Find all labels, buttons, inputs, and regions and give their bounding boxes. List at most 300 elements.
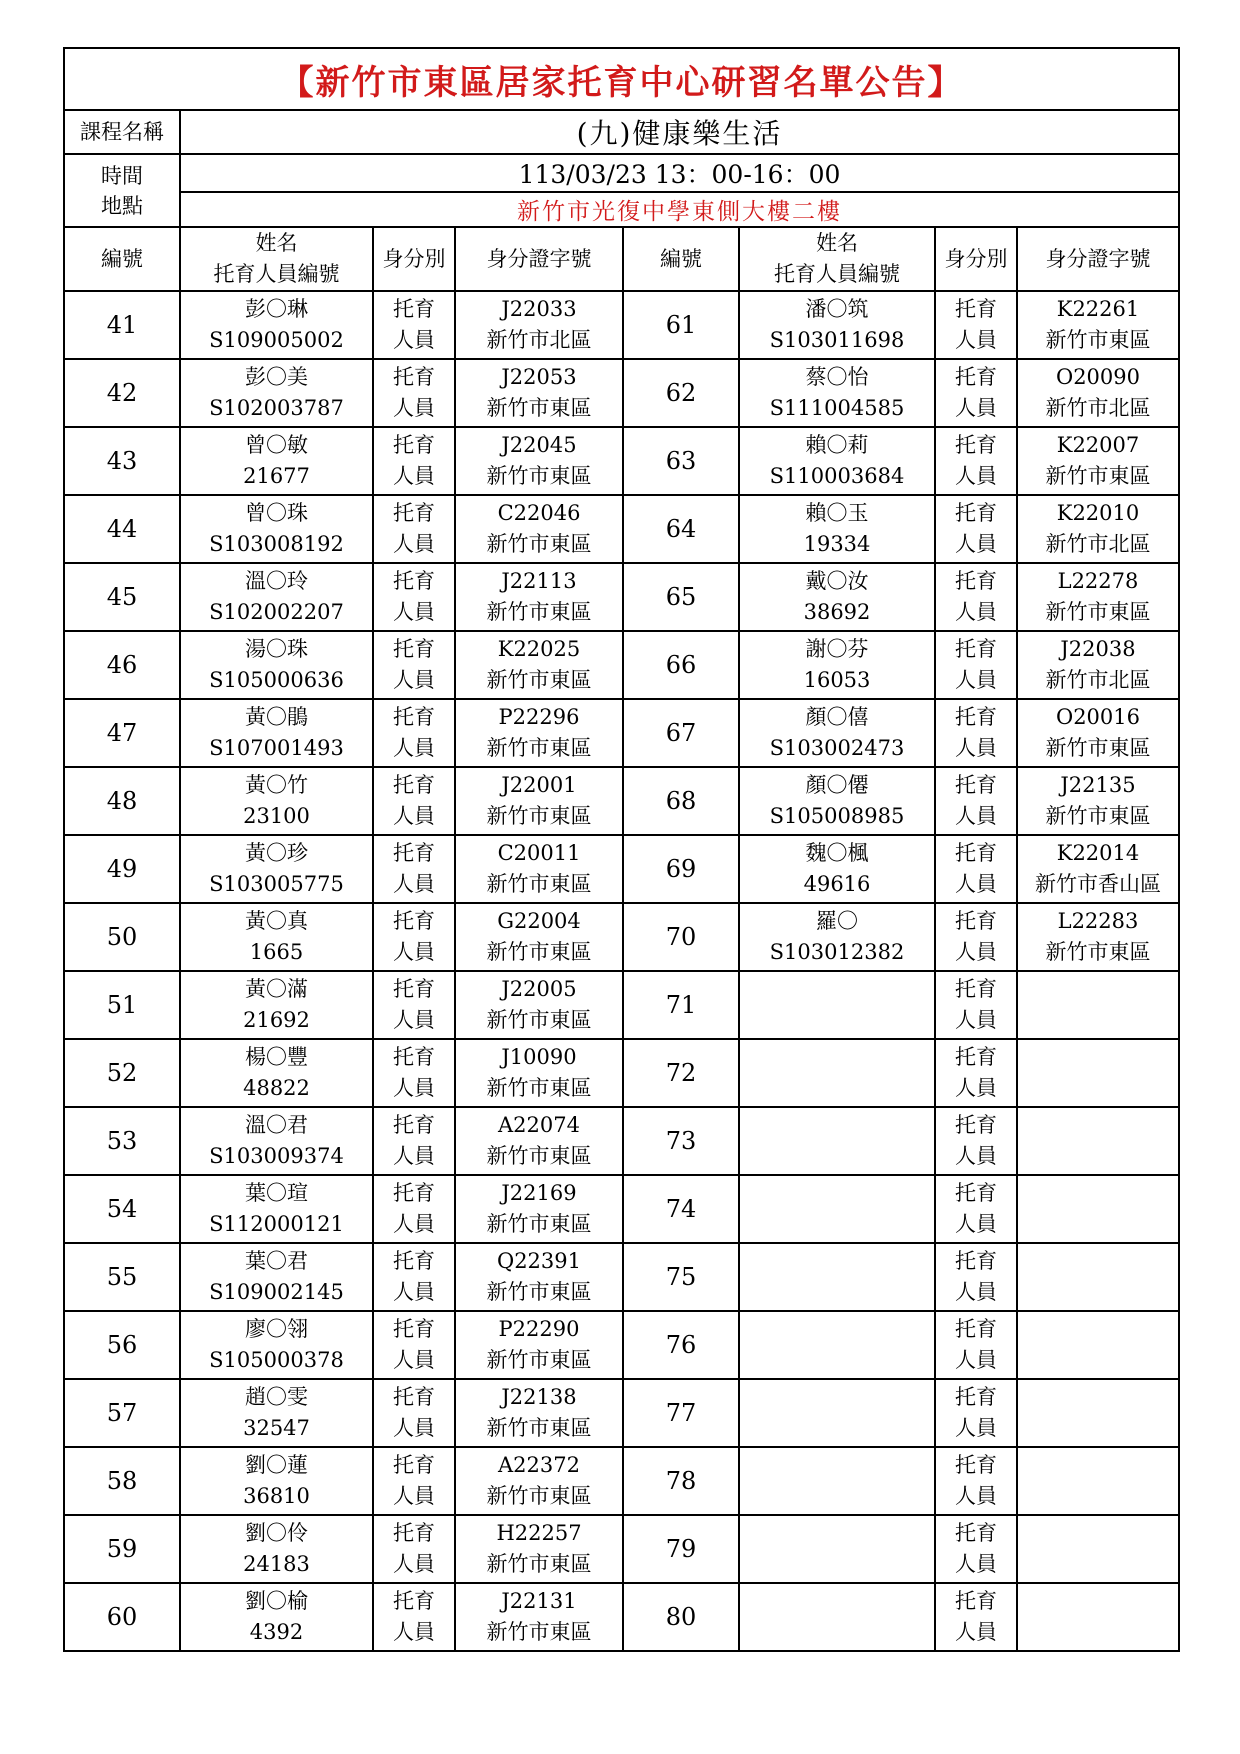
entry-name-code [180, 1175, 373, 1243]
entry-number: 45 [64, 563, 180, 631]
entry-name-code [739, 359, 935, 427]
entry-id-area [1017, 291, 1179, 359]
entry-id-area [1017, 1379, 1179, 1447]
entry-number: 49 [64, 835, 180, 903]
entry-id-area-line2: 新竹市東區 [486, 668, 592, 692]
entry-name-code-line1: 湯〇珠 [245, 637, 308, 661]
course-label: 課程名稱 [64, 110, 180, 154]
entry-identity-line2: 人員 [393, 396, 435, 420]
entry-name-code [739, 1107, 935, 1175]
entry-identity [935, 1311, 1017, 1379]
entry-identity-line2: 人員 [393, 1484, 435, 1508]
entry-number: 53 [64, 1107, 180, 1175]
entry-identity-line2: 人員 [955, 328, 997, 352]
entry-id-area-line1: J22113 [501, 569, 577, 593]
entry-name-code-line1: 廖〇翎 [245, 1317, 308, 1341]
entry-identity [373, 1107, 455, 1175]
entry-number: 73 [623, 1107, 739, 1175]
entry-number: 74 [623, 1175, 739, 1243]
entry-number: 66 [623, 631, 739, 699]
entry-id-area [1017, 699, 1179, 767]
header-name [180, 227, 373, 291]
entry-number: 80 [623, 1583, 739, 1651]
table-row [64, 699, 1179, 767]
entry-name-code-line2: S103008192 [209, 532, 344, 556]
entry-number: 78 [623, 1447, 739, 1515]
entry-identity-line1: 托育 [393, 1045, 435, 1069]
header-no: 編號 [623, 227, 739, 291]
entry-id-area-line2: 新竹市北區 [1045, 668, 1151, 692]
entry-id-area [1017, 835, 1179, 903]
entry-id-area-line2: 新竹市東區 [1045, 940, 1151, 964]
table-row [64, 563, 1179, 631]
entry-identity-line1: 托育 [393, 841, 435, 865]
entry-id-area-line1: J22005 [501, 977, 577, 1001]
entry-name-code-line2: S103012382 [769, 940, 905, 964]
entry-number: 50 [64, 903, 180, 971]
entry-name-code-line2: 16053 [803, 668, 871, 692]
entry-id-area [1017, 359, 1179, 427]
entry-number: 54 [64, 1175, 180, 1243]
entry-name-code-line2: S109005002 [209, 328, 344, 352]
entry-identity-line1: 托育 [393, 1181, 435, 1205]
entry-number: 69 [623, 835, 739, 903]
entry-number: 44 [64, 495, 180, 563]
entry-name-code-line2: 48822 [243, 1076, 310, 1100]
entry-identity-line1: 托育 [955, 1453, 997, 1477]
entry-identity-line1: 托育 [393, 1317, 435, 1341]
entry-identity [373, 291, 455, 359]
entry-identity-line2: 人員 [955, 1348, 997, 1372]
entry-id-area [455, 971, 623, 1039]
entry-number: 62 [623, 359, 739, 427]
entry-name-code [739, 1175, 935, 1243]
time-label: 時間 [101, 163, 143, 188]
entry-identity [935, 1243, 1017, 1311]
entry-id-area [455, 903, 623, 971]
table-row [64, 1447, 1179, 1515]
entry-id-area-line2: 新竹市東區 [486, 1144, 592, 1168]
entry-identity-line2: 人員 [955, 600, 997, 624]
entry-number: 76 [623, 1311, 739, 1379]
entry-identity [373, 563, 455, 631]
table-row [64, 767, 1179, 835]
entry-name-code-line1: 顏〇僖 [805, 705, 869, 729]
entry-name-code-line1: 劉〇榆 [245, 1589, 308, 1613]
entry-id-area-line2: 新竹市東區 [486, 1416, 592, 1440]
entry-identity [935, 971, 1017, 1039]
entry-name-code-line1: 曾〇敏 [245, 433, 308, 457]
entry-id-area [455, 835, 623, 903]
entry-identity-line1: 托育 [955, 433, 997, 457]
entry-identity-line1: 托育 [955, 977, 997, 1001]
entry-identity-line1: 托育 [393, 1453, 435, 1477]
entry-id-area-line1: J22131 [501, 1589, 577, 1613]
entry-identity-line2: 人員 [955, 396, 997, 420]
entry-name-code-line1: 彭〇美 [245, 365, 308, 389]
entry-number: 57 [64, 1379, 180, 1447]
entry-name-code-line1: 葉〇瑄 [245, 1181, 308, 1205]
entry-name-code-line1: 黃〇真 [245, 909, 308, 933]
table-row [64, 1311, 1179, 1379]
entry-identity-line1: 托育 [393, 773, 435, 797]
entry-identity [935, 427, 1017, 495]
entry-identity-line2: 人員 [955, 1484, 997, 1508]
entry-identity [935, 699, 1017, 767]
entry-number: 75 [623, 1243, 739, 1311]
entry-name-code-line2: 38692 [803, 600, 871, 624]
entry-number: 41 [64, 291, 180, 359]
table-row [64, 495, 1179, 563]
table-row [64, 1039, 1179, 1107]
entry-identity [373, 1515, 455, 1583]
entry-name-code-line2: S111004585 [769, 396, 905, 420]
entry-id-area-line1: A22074 [498, 1113, 580, 1137]
entry-identity [373, 1175, 455, 1243]
entry-id-area-line2: 新竹市北區 [486, 328, 592, 352]
entry-id-area [1017, 971, 1179, 1039]
table-row [64, 1515, 1179, 1583]
entry-identity-line2: 人員 [393, 328, 435, 352]
entry-id-area-line2: 新竹市東區 [486, 1280, 592, 1304]
entry-identity-line1: 托育 [955, 705, 997, 729]
entry-identity [373, 835, 455, 903]
header-identity: 身分別 [373, 227, 455, 291]
entry-name-code-line1: 羅〇 [816, 909, 858, 933]
entry-identity [373, 1243, 455, 1311]
header-name-line2: 托育人員編號 [774, 262, 900, 286]
entry-identity-line1: 托育 [955, 569, 997, 593]
entry-name-code [180, 495, 373, 563]
entry-name-code [180, 1107, 373, 1175]
entry-identity [373, 359, 455, 427]
table-row [64, 1243, 1179, 1311]
table-row [64, 971, 1179, 1039]
entry-name-code-line2: S105000378 [209, 1348, 344, 1372]
entry-number: 64 [623, 495, 739, 563]
entry-identity [935, 1447, 1017, 1515]
entry-id-area-line1: K22025 [497, 637, 581, 661]
entry-id-area [455, 1107, 623, 1175]
entry-name-code-line2: 1665 [249, 940, 304, 964]
entry-identity [373, 1447, 455, 1515]
entry-id-area [455, 1243, 623, 1311]
entry-identity-line2: 人員 [393, 600, 435, 624]
entry-identity-line2: 人員 [393, 1416, 435, 1440]
entry-id-area-line1: A22372 [498, 1453, 580, 1477]
entry-id-area [455, 563, 623, 631]
entry-id-area-line2: 新竹市東區 [1045, 328, 1151, 352]
entry-identity-line1: 托育 [393, 1113, 435, 1137]
entry-name-code-line2: S112000121 [209, 1212, 344, 1236]
entry-name-code [739, 291, 935, 359]
entry-id-area-line2: 新竹市東區 [1045, 464, 1151, 488]
entry-id-area-line2: 新竹市東區 [486, 464, 592, 488]
entry-number: 77 [623, 1379, 739, 1447]
entry-id-area-line1: H22257 [496, 1521, 582, 1545]
entry-name-code [739, 971, 935, 1039]
entry-name-code [180, 1311, 373, 1379]
entry-name-code [739, 1515, 935, 1583]
entry-name-code-line2: 19334 [803, 532, 871, 556]
entry-name-code-line2: S103005775 [209, 872, 344, 896]
entry-id-area-line1: J22001 [501, 773, 577, 797]
entry-identity-line2: 人員 [393, 1280, 435, 1304]
entry-identity [935, 1379, 1017, 1447]
entry-name-code [739, 1583, 935, 1651]
table-row [64, 1175, 1179, 1243]
entry-name-code-line1: 蔡〇怡 [805, 365, 869, 389]
entry-number: 72 [623, 1039, 739, 1107]
entry-identity-line1: 托育 [955, 1045, 997, 1069]
entry-number: 43 [64, 427, 180, 495]
entry-identity-line2: 人員 [393, 736, 435, 760]
entry-name-code [739, 835, 935, 903]
entry-id-area [455, 359, 623, 427]
entry-identity-line1: 托育 [393, 1521, 435, 1545]
entry-name-code-line2: 49616 [803, 872, 871, 896]
entry-id-area-line2: 新竹市東區 [1045, 736, 1151, 760]
page-title: 【新竹市東區居家托育中心研習名單公告】 [64, 48, 1179, 110]
entry-name-code-line1: 楊〇豐 [245, 1045, 308, 1069]
entry-identity-line2: 人員 [393, 1144, 435, 1168]
entry-id-area-line1: J22169 [501, 1181, 577, 1205]
entry-identity-line2: 人員 [393, 1348, 435, 1372]
entry-identity-line1: 托育 [955, 1181, 997, 1205]
entry-name-code-line2: S110003684 [769, 464, 905, 488]
entry-identity-line2: 人員 [955, 1552, 997, 1576]
entry-number: 79 [623, 1515, 739, 1583]
entry-identity-line2: 人員 [955, 1280, 997, 1304]
header-identity: 身分別 [935, 227, 1017, 291]
entry-identity [373, 427, 455, 495]
entry-name-code-line1: 潘〇筑 [805, 297, 869, 321]
time-place-label [64, 154, 180, 227]
entry-name-code-line2: 4392 [249, 1620, 304, 1644]
entry-id-area-line2: 新竹市北區 [1045, 532, 1151, 556]
entry-name-code-line1: 魏〇楓 [805, 841, 869, 865]
entry-number: 51 [64, 971, 180, 1039]
entry-number: 47 [64, 699, 180, 767]
entry-id-area [455, 699, 623, 767]
entry-number: 59 [64, 1515, 180, 1583]
entry-id-area-line2: 新竹市東區 [486, 396, 592, 420]
entry-number: 52 [64, 1039, 180, 1107]
table-row [64, 291, 1179, 359]
entry-id-area [455, 767, 623, 835]
entry-identity-line2: 人員 [955, 464, 997, 488]
entry-identity-line2: 人員 [955, 668, 997, 692]
entry-id-area [455, 427, 623, 495]
entry-identity-line2: 人員 [393, 1212, 435, 1236]
entry-identity [373, 1379, 455, 1447]
entry-name-code-line1: 劉〇蓮 [245, 1453, 308, 1477]
entry-identity-line2: 人員 [393, 804, 435, 828]
entry-identity-line1: 托育 [393, 501, 435, 525]
entry-id-area-line2: 新竹市香山區 [1035, 872, 1161, 896]
entry-name-code-line2: S109002145 [209, 1280, 344, 1304]
entry-name-code-line1: 黃〇滿 [245, 977, 308, 1001]
entry-identity [373, 495, 455, 563]
entry-id-area-line2: 新竹市東區 [486, 1552, 592, 1576]
entry-identity-line1: 托育 [955, 1589, 997, 1613]
entry-id-area-line1: J22038 [1060, 637, 1136, 661]
entry-identity-line1: 托育 [393, 569, 435, 593]
entry-id-area [1017, 495, 1179, 563]
entry-name-code-line1: 彭〇琳 [245, 297, 308, 321]
entry-id-area [1017, 631, 1179, 699]
entry-name-code [739, 1039, 935, 1107]
entry-name-code [180, 699, 373, 767]
entry-name-code-line1: 葉〇君 [245, 1249, 308, 1273]
entry-name-code [180, 563, 373, 631]
table-row [64, 359, 1179, 427]
entry-identity-line1: 托育 [955, 909, 997, 933]
entry-id-area-line1: G22004 [497, 909, 581, 933]
entry-number: 60 [64, 1583, 180, 1651]
entry-identity-line2: 人員 [955, 1076, 997, 1100]
entry-name-code-line2: S103002473 [769, 736, 905, 760]
entry-name-code [180, 291, 373, 359]
entry-name-code [180, 1583, 373, 1651]
entry-identity-line2: 人員 [955, 1212, 997, 1236]
entry-name-code [180, 1447, 373, 1515]
entry-name-code [739, 1447, 935, 1515]
entry-number: 70 [623, 903, 739, 971]
entry-id-area-line2: 新竹市東區 [486, 532, 592, 556]
entry-identity-line2: 人員 [393, 668, 435, 692]
entry-name-code [739, 767, 935, 835]
entry-id-area [455, 1583, 623, 1651]
entry-name-code-line1: 溫〇玲 [245, 569, 308, 593]
entry-name-code-line2: S103011698 [769, 328, 905, 352]
roster-table [63, 47, 1180, 1652]
entry-id-area-line1: C22046 [497, 501, 581, 525]
entry-identity-line1: 托育 [955, 637, 997, 661]
entry-name-code-line2: S102002207 [209, 600, 344, 624]
entry-id-area-line2: 新竹市東區 [486, 940, 592, 964]
entry-name-code-line1: 劉〇伶 [245, 1521, 308, 1545]
entry-identity [935, 359, 1017, 427]
entry-name-code-line1: 顏〇僊 [805, 773, 869, 797]
entry-number: 65 [623, 563, 739, 631]
table-row [64, 631, 1179, 699]
entry-identity-line1: 托育 [393, 637, 435, 661]
entry-name-code-line1: 謝〇芬 [805, 637, 869, 661]
entry-id-area [1017, 1243, 1179, 1311]
entry-number: 46 [64, 631, 180, 699]
entry-id-area-line1: C20011 [497, 841, 581, 865]
entry-name-code-line1: 黃〇竹 [245, 773, 308, 797]
entry-identity-line2: 人員 [955, 532, 997, 556]
entry-id-area-line2: 新竹市東區 [486, 1076, 592, 1100]
entry-identity-line1: 托育 [393, 977, 435, 1001]
entry-name-code [739, 631, 935, 699]
entry-id-area [1017, 1583, 1179, 1651]
entry-identity-line1: 托育 [955, 773, 997, 797]
entry-id-area [455, 495, 623, 563]
entry-identity-line2: 人員 [955, 1008, 997, 1032]
entry-name-code [180, 1515, 373, 1583]
entry-identity-line1: 托育 [393, 1589, 435, 1613]
entry-name-code-line1: 戴〇汝 [805, 569, 869, 593]
entry-identity-line2: 人員 [955, 1144, 997, 1168]
entry-number: 63 [623, 427, 739, 495]
table-row [64, 903, 1179, 971]
entry-id-area-line1: J22138 [501, 1385, 577, 1409]
place-label: 地點 [101, 193, 143, 218]
entry-identity-line2: 人員 [393, 464, 435, 488]
entry-identity-line2: 人員 [393, 1620, 435, 1644]
entry-id-area-line1: K22014 [1056, 841, 1140, 865]
table-row [64, 1107, 1179, 1175]
entry-identity-line1: 托育 [393, 1249, 435, 1273]
entry-id-area [1017, 1447, 1179, 1515]
entry-identity-line2: 人員 [955, 1620, 997, 1644]
entry-identity-line2: 人員 [955, 804, 997, 828]
header-name [739, 227, 935, 291]
entry-identity [373, 903, 455, 971]
entry-id-area [1017, 903, 1179, 971]
entry-name-code [180, 903, 373, 971]
entry-number: 68 [623, 767, 739, 835]
entry-name-code-line1: 賴〇玉 [805, 501, 869, 525]
entry-number: 48 [64, 767, 180, 835]
entry-name-code [180, 1243, 373, 1311]
entry-name-code-line2: S105008985 [769, 804, 905, 828]
entry-identity-line2: 人員 [393, 1552, 435, 1576]
entry-name-code-line1: 賴〇莉 [805, 433, 869, 457]
entry-identity-line1: 托育 [393, 705, 435, 729]
entry-identity-line2: 人員 [955, 736, 997, 760]
entry-identity [373, 1311, 455, 1379]
entry-identity-line1: 托育 [393, 1385, 435, 1409]
entry-identity [373, 1039, 455, 1107]
entry-identity [935, 1583, 1017, 1651]
entry-name-code-line2: 36810 [243, 1484, 310, 1508]
header-id-number: 身分證字號 [1017, 227, 1179, 291]
entry-id-area [455, 291, 623, 359]
entry-name-code [180, 835, 373, 903]
entry-id-area [455, 1379, 623, 1447]
entry-identity [935, 767, 1017, 835]
entry-identity-line1: 托育 [955, 1521, 997, 1545]
entry-identity-line1: 托育 [393, 433, 435, 457]
entry-identity [373, 1583, 455, 1651]
entry-id-area-line2: 新竹市東區 [486, 1212, 592, 1236]
entry-name-code-line1: 黃〇鵑 [245, 705, 308, 729]
entry-id-area [1017, 1175, 1179, 1243]
entry-identity-line1: 托育 [393, 365, 435, 389]
entry-name-code-line1: 趙〇雯 [245, 1385, 308, 1409]
entry-identity-line2: 人員 [955, 940, 997, 964]
entry-name-code [739, 699, 935, 767]
entry-id-area-line1: K22007 [1056, 433, 1140, 457]
entry-id-area-line1: L22283 [1057, 909, 1139, 933]
entry-identity-line2: 人員 [393, 532, 435, 556]
entry-name-code [739, 427, 935, 495]
entry-identity [373, 971, 455, 1039]
entry-id-area-line1: J22033 [501, 297, 577, 321]
entry-id-area-line1: J10090 [501, 1045, 577, 1069]
entry-name-code [180, 427, 373, 495]
entry-name-code-line2: 23100 [243, 804, 310, 828]
table-row [64, 835, 1179, 903]
session-place: 新竹市光復中學東側大樓二樓 [180, 192, 1179, 227]
entry-number: 61 [623, 291, 739, 359]
entry-identity [935, 291, 1017, 359]
entry-number: 71 [623, 971, 739, 1039]
